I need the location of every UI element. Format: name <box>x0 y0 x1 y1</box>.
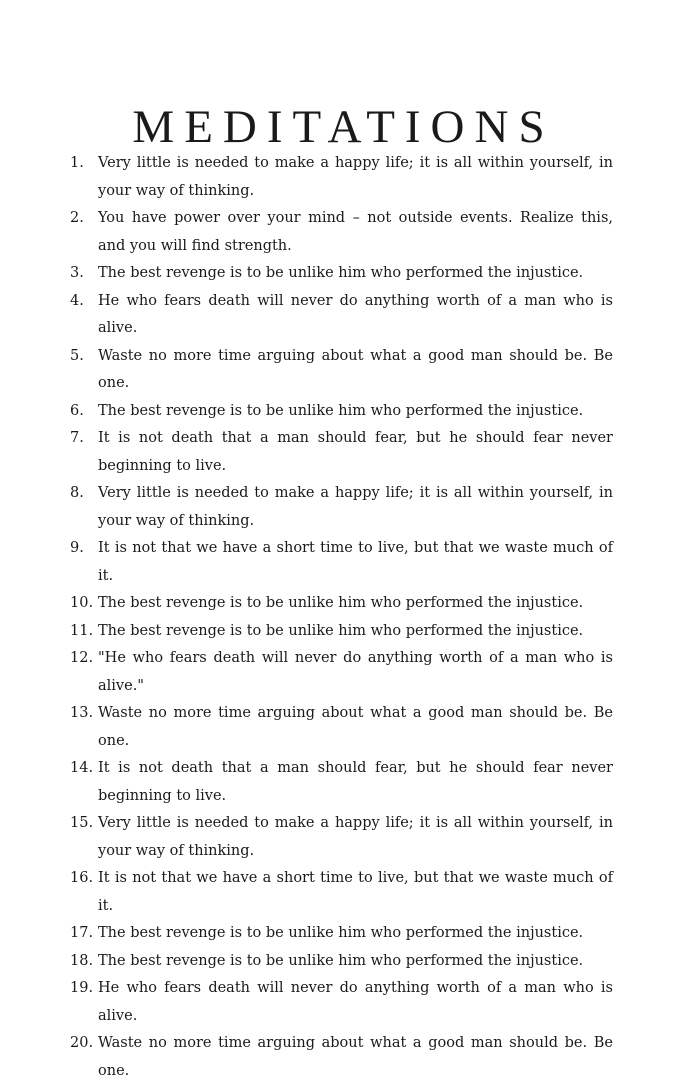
quote-text: The best revenge is to be unlike him who performed the injustice. <box>98 402 584 419</box>
list-item <box>70 480 613 535</box>
list-item <box>70 865 613 920</box>
list-item <box>70 150 613 205</box>
list-item <box>70 398 613 426</box>
quote-text: Waste no more time arguing about what a good man should be. Be one. <box>98 705 613 749</box>
item-number: 6. <box>70 402 84 419</box>
item-number: 11. <box>70 622 94 639</box>
list-item <box>70 260 613 288</box>
list-item <box>70 205 613 260</box>
list-item <box>70 645 613 700</box>
list-item <box>70 618 613 646</box>
quote-text: He who fears death will never do anything worth of a man who is alive. <box>98 980 613 1024</box>
item-number: 17. <box>70 925 94 941</box>
list-item <box>70 1030 613 1085</box>
quote-text: It is not death that a man should fear, but he should fear never beginning to live. <box>98 760 613 804</box>
item-number: 10. <box>70 595 94 611</box>
item-number: 14. <box>70 760 94 776</box>
list-item <box>70 948 613 976</box>
quote-text: Very little is needed to make a happy life; it is all within yourself, in your way of thinking. <box>98 485 613 529</box>
page-title: MEDITATIONS <box>132 101 555 154</box>
item-number: 3. <box>70 265 84 281</box>
item-number: 2. <box>70 210 84 226</box>
item-number: 5. <box>70 347 84 364</box>
quote-text: Very little is needed to make a happy life; it is all within yourself, in your way of thinking. <box>98 155 613 199</box>
quote-text: Waste no more time arguing about what a good man should be. Be one. <box>98 1035 613 1079</box>
quote-text: Waste no more time arguing about what a good man should be. Be one. <box>98 347 613 391</box>
quote-text: The best revenge is to be unlike him who performed the injustice. <box>98 622 584 639</box>
item-number: 7. <box>70 430 84 446</box>
list-item <box>70 288 613 343</box>
list-item <box>70 975 613 1030</box>
item-number: 1. <box>70 155 84 171</box>
quote-list <box>70 150 613 1085</box>
list-item <box>70 755 613 810</box>
quote-text: He who fears death will never do anything worth of a man who is alive. <box>98 292 613 336</box>
quote-text: It is not that we have a short time to live, but that we waste much of it. <box>98 870 613 914</box>
quote-text: The best revenge is to be unlike him who performed the injustice. <box>98 925 584 941</box>
quote-text: "He who fears death will never do anything worth of a man who is alive." <box>98 650 613 694</box>
list-item <box>70 810 613 865</box>
quote-text: You have power over your mind – not outside events. Realize this, and you will find strength. <box>98 210 613 254</box>
item-number: 18. <box>70 952 94 969</box>
item-number: 19. <box>70 980 94 996</box>
item-number: 8. <box>70 485 84 501</box>
list-item <box>70 343 613 398</box>
item-number: 4. <box>70 292 84 309</box>
quote-text: The best revenge is to be unlike him who performed the injustice. <box>98 952 584 969</box>
quote-text: Very little is needed to make a happy life; it is all within yourself, in your way of thinking. <box>98 815 613 859</box>
item-number: 16. <box>70 870 94 886</box>
list-item <box>70 920 613 948</box>
item-number: 9. <box>70 540 84 556</box>
list-item <box>70 700 613 755</box>
list-item <box>70 535 613 590</box>
item-number: 15. <box>70 815 94 831</box>
quote-text: The best revenge is to be unlike him who performed the injustice. <box>98 265 584 281</box>
quote-text: It is not death that a man should fear, but he should fear never beginning to live. <box>98 430 613 474</box>
quote-text: It is not that we have a short time to live, but that we waste much of it. <box>98 540 613 584</box>
item-number: 12. <box>70 650 94 666</box>
item-number: 13. <box>70 705 94 721</box>
list-item <box>70 590 613 618</box>
list-item <box>70 425 613 480</box>
item-number: 20. <box>70 1035 94 1051</box>
quote-text: The best revenge is to be unlike him who performed the injustice. <box>98 595 584 611</box>
